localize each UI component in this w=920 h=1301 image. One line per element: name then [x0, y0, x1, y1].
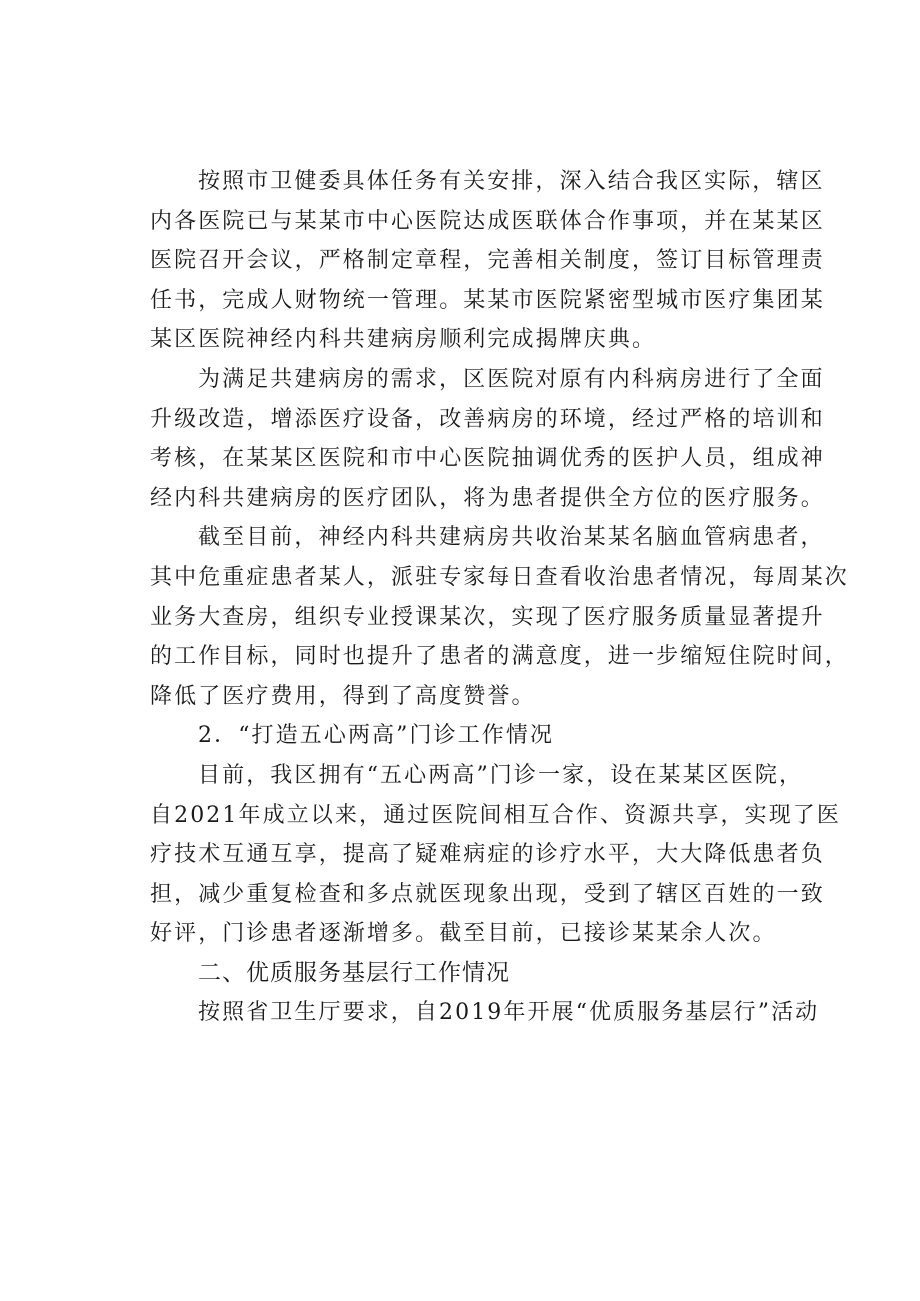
paragraph-5 [150, 993, 820, 1033]
paragraph-line: 疗技术互通互享，提高了疑难病症的诊疗水平，大大降低患者负 [150, 842, 825, 868]
subheading-clinic: 2．“打造五心两高”门诊工作情况 [198, 723, 555, 749]
paragraph-line: 升级改造，增添医疗设备，改善病房的环境，经过严格的培训和 [150, 406, 825, 432]
paragraph-line: 考核，在某某区医院和市中心医院抽调优秀的医护人员，组成神 [150, 446, 825, 472]
paragraph-line: 截至目前，神经内科共建病房共收治某某名脑血管病患者， [198, 525, 825, 551]
paragraph-line: 好评，门诊患者逐渐增多。截至目前，已接诊某某余人次。 [150, 921, 777, 947]
paragraph-4 [150, 756, 841, 954]
paragraph-line: 目前，我区拥有“五心两高”门诊一家，设在某某区医院， [198, 762, 804, 788]
paragraph-line: 担，减少重复检查和多点就医现象出现，受到了辖区百姓的一致 [150, 881, 825, 907]
paragraph-line: 降低了医疗费用，得到了高度赞誉。 [150, 683, 536, 709]
paragraph-line: 为满足共建病房的需求，区医院对原有内科病房进行了全面 [198, 366, 825, 392]
paragraph-1 [150, 162, 825, 360]
paragraph-line: 业务大查房，组织专业授课某次，实现了医疗服务质量显著提升 [150, 604, 825, 630]
paragraph-line: 按照市卫健委具体任务有关安排，深入结合我区实际，辖区 [198, 169, 825, 194]
paragraph-line: 医院召开会议，严格制定章程，完善相关制度，签订目标管理责 [150, 248, 825, 274]
paragraph-line: 任书，完成人财物统一管理。某某市医院紧密型城市医疗集团某 [150, 287, 825, 313]
paragraph-2 [150, 360, 825, 518]
paragraph-line: 其中危重症患者某人，派驻专家每日查看收治患者情况，每周某次 [150, 564, 849, 590]
paragraph-line: 某区医院神经内科共建病房顺利完成揭牌庆典。 [150, 327, 657, 353]
paragraph-line: 的工作目标，同时也提升了患者的满意度，进一步缩短住院时间， [150, 644, 849, 670]
section-heading: 二、优质服务基层行工作情况 [198, 959, 510, 986]
paragraph-line: 经内科共建病房的医疗团队，将为患者提供全方位的医疗服务。 [150, 485, 825, 511]
paragraph-3 [150, 518, 849, 716]
document-body [150, 162, 849, 1033]
paragraph-line: 自2021年成立以来，通过医院间相互合作、资源共享，实现了医 [150, 802, 841, 828]
paragraph-line: 按照省卫生厅要求，自2019年开展“优质服务基层行”活动 [198, 1000, 820, 1026]
paragraph-line: 内各医院已与某某市中心医院达成医联体合作事项，并在某某区 [150, 208, 825, 234]
